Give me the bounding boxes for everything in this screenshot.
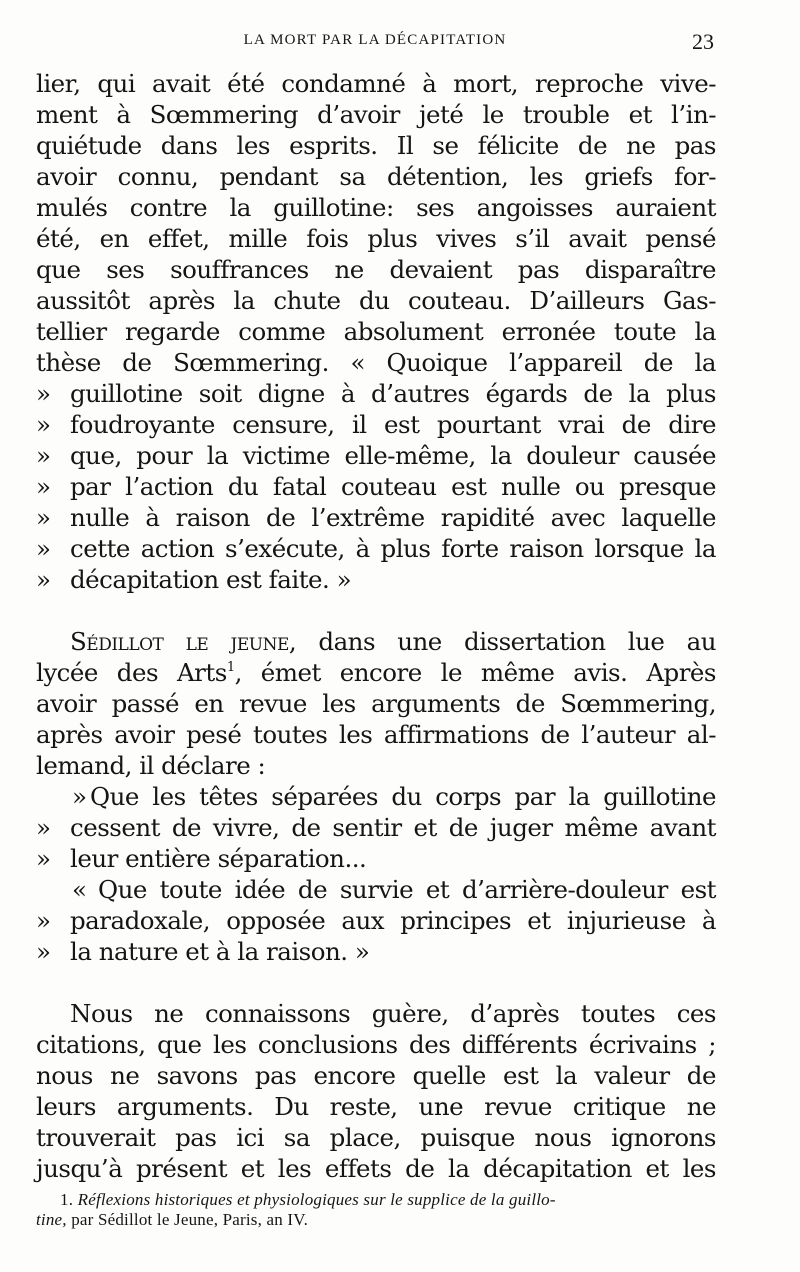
- quote-mark: »: [36, 503, 51, 532]
- text-line: été, en effet, mille fois plus vives s’il avait pensé: [36, 224, 716, 253]
- text-fragment: , émet encore le même avis. Après: [234, 658, 716, 687]
- quote-text: leur entière séparation...: [70, 844, 367, 873]
- quote-line: [36, 440, 716, 471]
- author-name: Sédillot le jeune: [70, 627, 289, 656]
- text-fragment: Nous ne connaissons guère, d’après toutes ces: [70, 999, 716, 1028]
- quote-text: que, pour la victime elle-même, la douleur causée: [70, 441, 716, 470]
- quote-text: cessent de vivre, de sentir et de juger même avant: [70, 813, 716, 842]
- page-number: 23: [692, 29, 714, 54]
- quote-line: [36, 378, 716, 409]
- quote-text: décapitation est faite. »: [70, 565, 352, 594]
- quote-text: paradoxale, opposée aux principes et injurieuse à: [70, 906, 716, 935]
- quote-mark: »: [36, 565, 51, 594]
- body-text: [36, 68, 716, 1184]
- paragraph-gap: [36, 595, 716, 626]
- quote-text: Que toute idée de survie et d’arrière-douleur est: [98, 875, 716, 904]
- quote-text: Que les têtes séparées du corps par la guillotine: [90, 782, 716, 811]
- quote-mark: »: [36, 906, 51, 935]
- text-line: mulés contre la guillotine: ses angoisses auraient: [36, 193, 716, 222]
- text-line: citations, que les conclusions des différents écrivains ;: [36, 1030, 716, 1059]
- footnote: [36, 1190, 716, 1230]
- text-line: que ses souffrances ne devaient pas disparaître: [36, 255, 716, 284]
- text-line: après avoir pesé toutes les affirmations de l’auteur al-: [36, 720, 716, 749]
- text-line: tellier regarde comme absolument erronée toute la: [36, 317, 716, 346]
- text-line: avoir connu, pendant sa détention, les griefs for-: [36, 162, 716, 191]
- text-line: quiétude dans les esprits. Il se félicite de ne pas: [36, 131, 716, 160]
- footnote-line: [36, 1210, 716, 1230]
- quote-text: nulle à raison de l’extrême rapidité avec laquelle: [70, 503, 716, 532]
- quote-mark: »: [72, 782, 87, 811]
- quote-line: [36, 471, 716, 502]
- quote-mark: »: [36, 844, 51, 873]
- quote-line: [36, 812, 716, 843]
- quote-line: [36, 533, 716, 564]
- quote-line: [36, 781, 716, 812]
- quote-text: cette action s’exécute, à plus forte raison lorsque la: [70, 534, 716, 563]
- text-line: trouverait pas ici sa place, puisque nous ignorons: [36, 1123, 716, 1152]
- text-line: jusqu’à présent et les effets de la décapitation et les: [36, 1154, 716, 1183]
- page-header: [36, 29, 714, 56]
- quote-mark: »: [36, 441, 51, 470]
- quote-line: [36, 936, 716, 967]
- quote-line: [36, 564, 716, 595]
- text-line: thèse de Sœmmering. « Quoique l’appareil de la: [36, 348, 716, 377]
- text-fragment: , dans une dissertation lue au: [288, 627, 716, 656]
- quote-mark: «: [72, 875, 87, 904]
- running-title: LA MORT PAR LA DÉCAPITATION: [243, 32, 507, 48]
- quote-text: guillotine soit digne à d’autres égards de la plus: [70, 379, 716, 408]
- text-line: aussitôt après la chute du couteau. D’ailleurs Gas-: [36, 286, 716, 315]
- footnote-text: par Sédillot le Jeune, Paris, an IV.: [66, 1210, 309, 1229]
- quote-line: [36, 843, 716, 874]
- quote-mark: »: [36, 379, 51, 408]
- quote-mark: »: [36, 410, 51, 439]
- quote-line: [36, 502, 716, 533]
- text-line: avoir passé en revue les arguments de Sœmmering,: [36, 689, 716, 718]
- footnote-title-cont: tine,: [36, 1210, 67, 1229]
- quote-line: [36, 874, 716, 905]
- footnote-title: Réflexions historiques et physiologiques sur le supplice de la guillo-: [77, 1190, 556, 1209]
- text-line: ment à Sœmmering d’avoir jeté le trouble et l’in-: [36, 100, 716, 129]
- footnote-number: 1.: [60, 1190, 74, 1209]
- quote-text: foudroyante censure, il est pourtant vrai de dire: [70, 410, 716, 439]
- quote-text: la nature et à la raison. »: [70, 937, 370, 966]
- text-line: [36, 626, 716, 657]
- footnote-reference: 1: [226, 660, 235, 675]
- quote-text: par l’action du fatal couteau est nulle ou presque: [70, 472, 716, 501]
- text-line: leurs arguments. Du reste, une revue critique ne: [36, 1092, 716, 1121]
- text-line: lier, qui avait été condamné à mort, reproche vive-: [36, 69, 716, 98]
- text-line: nous ne savons pas encore quelle est la valeur de: [36, 1061, 716, 1090]
- quote-mark: »: [36, 813, 51, 842]
- paragraph-gap: [36, 967, 716, 998]
- text-line: [36, 657, 716, 688]
- text-line: [36, 998, 716, 1029]
- text-fragment: lycée des Arts: [36, 658, 227, 687]
- quote-mark: »: [36, 534, 51, 563]
- quote-mark: »: [36, 937, 51, 966]
- footnote-line: [36, 1190, 716, 1210]
- text-line: lemand, il déclare :: [36, 751, 266, 780]
- quote-mark: »: [36, 472, 51, 501]
- quote-line: [36, 409, 716, 440]
- quote-line: [36, 905, 716, 936]
